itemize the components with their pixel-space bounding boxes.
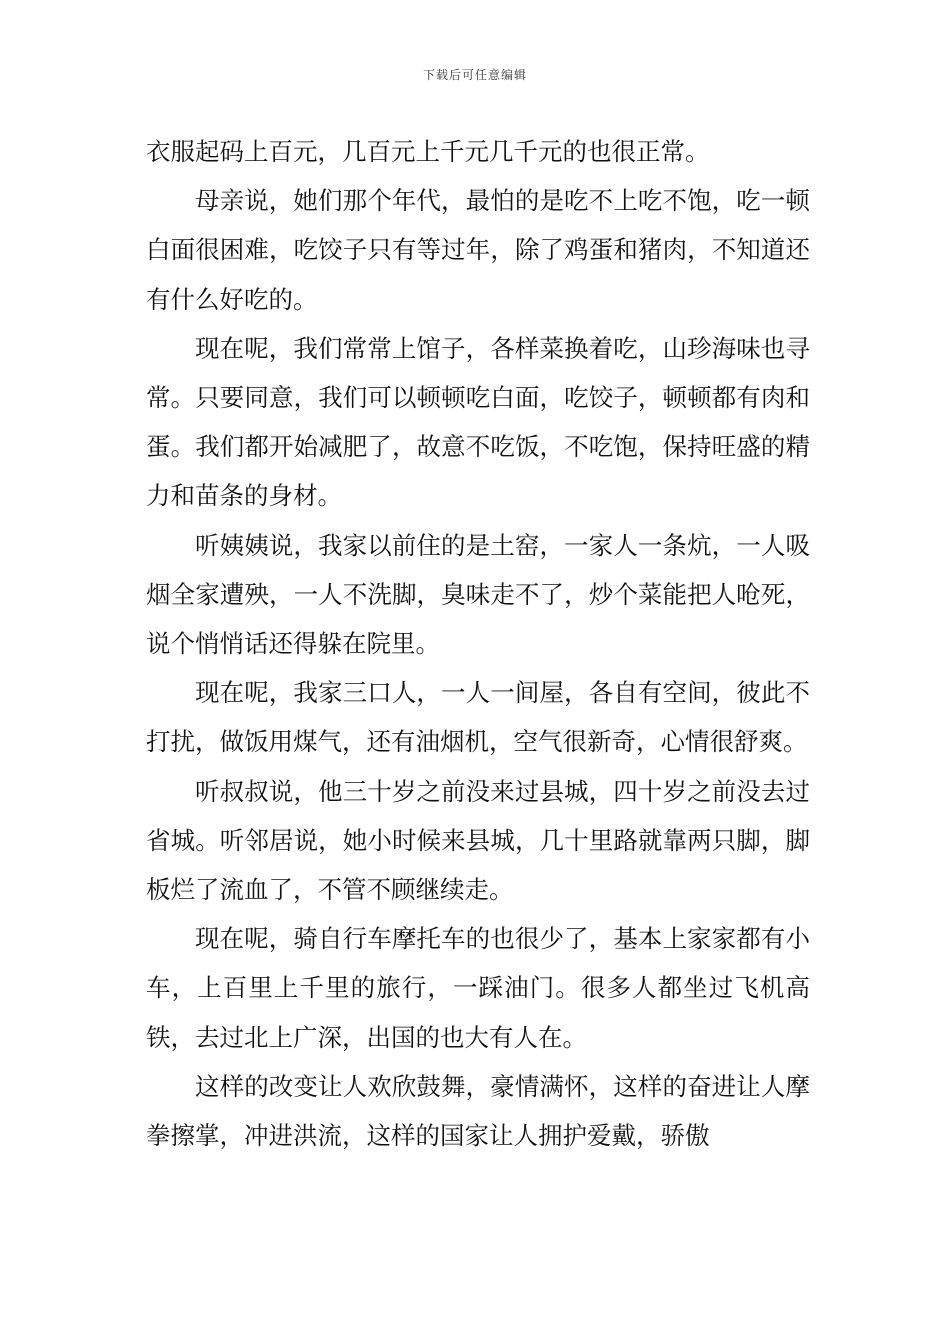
- document-body: [146, 127, 810, 1160]
- paragraph-5: 现在呢，我家三口人，一人一间屋，各自有空间，彼此不打扰，做饭用煤气，还有油烟机，空气很新奇，心情很舒爽。: [146, 678, 810, 757]
- paragraph-6: 听叔叔说，他三十岁之前没来过县城，四十岁之前没去过省城。听邻居说，她小时候来县城，几十里路就靠两只脚，脚板烂了流血了，不管不顾继续走。: [146, 776, 810, 905]
- paragraph-3: 现在呢，我们常常上馆子，各样菜换着吃，山珍海味也寻常。只要同意，我们可以顿顿吃白面，吃饺子，顿顿都有肉和蛋。我们都开始减肥了，故意不吃饭，不吃饱，保持旺盛的精力和苗条的身材。: [146, 333, 810, 511]
- paragraph-7: 现在呢，骑自行车摩托车的也很少了，基本上家家都有小车，上百里上千里的旅行，一踩油门。很多人都坐过飞机高铁，去过北上广深，出国的也大有人在。: [146, 924, 810, 1052]
- paragraph-4: 听姨姨说，我家以前住的是土窑，一家人一条炕，一人吸烟全家遭殃，一人不洗脚，臭味走不了，炒个菜能把人呛死，说个悄悄话还得躲在院里。: [146, 530, 810, 659]
- paragraph-8: 这样的改变让人欢欣鼓舞，豪情满怀，这样的奋进让人摩拳擦掌，冲进洪流，这样的国家让人拥护爱戴，骄傲: [146, 1071, 810, 1151]
- paragraph-1: 衣服起码上百元，几百元上千元几千元的也很正常。: [146, 137, 710, 166]
- page-header: 下载后可任意编辑: [422, 68, 527, 82]
- paragraph-2: 母亲说，她们那个年代，最怕的是吃不上吃不饱，吃一顿白面很困难，吃饺子只有等过年，除了鸡蛋和猪肉，不知道还有什么好吃的。: [146, 186, 810, 314]
